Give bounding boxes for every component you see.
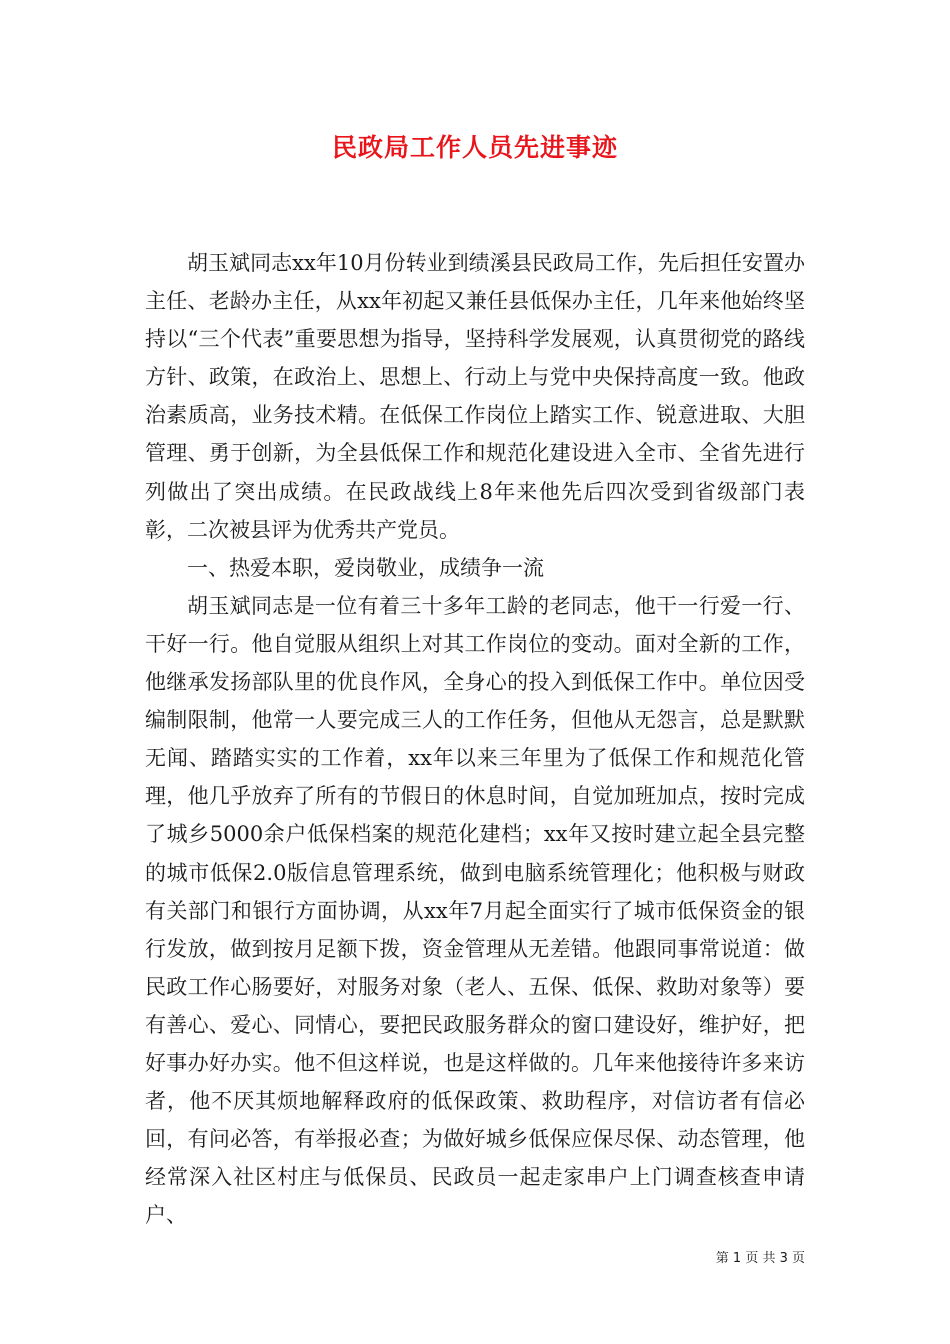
document-body: [145, 244, 805, 1234]
intro-paragraph: 胡玉斌同志xx年10月份转业到绩溪县民政局工作，先后担任安置办主任、老龄办主任，从xx年初起又兼任县低保办主任，几年来他始终坚持以“三个代表”重要思想为指导，坚持科学发展观，认真贯彻党的路线方针、政策，在政治上、思想上、行动上与党中央保持高度一致。他政治素质高，业务技术精。在低保工作岗位上踏实工作、锐意进取、大胆管理、勇于创新，为全县低保工作和规范化建设进入全市、全省先进行列做出了突出成绩。在民政战线上8年来他先后四次受到省级部门表彰，二次被县评为优秀共产党员。: [145, 251, 805, 542]
section-heading: 一、热爱本职，爱岗敬业，成绩争一流: [187, 555, 544, 580]
page-number: 第 1 页 共 3 页: [715, 1251, 805, 1266]
document-title: 民政局工作人员先进事迹: [331, 133, 618, 162]
section-paragraph: 胡玉斌同志是一位有着三十多年工龄的老同志，他干一行爱一行、干好一行。他自觉服从组织上对其工作岗位的变动。面对全新的工作，他继承发扬部队里的优良作风，全身心的投入到低保工作中。单位因受编制限制，他常一人要完成三人的工作任务，但他从无怨言，总是默默无闻、踏踏实实的工作着，xx年以来三年里为了低保工作和规范化管理，他几乎放弃了所有的节假日的休息时间，自觉加班加点，按时完成了城乡5000余户低保档案的规范化建档；xx年又按时建立起全县完整的城市低保2.0版信息管理系统，做到电脑系统管理化；他积极与财政有关部门和银行方面协调，从xx年7月起全面实行了城市低保资金的银行发放，做到按月足额下拨，资金管理从无差错。他跟同事常说道：做民政工作心肠要好，对服务对象（老人、五保、低保、救助对象等）要有善心、爱心、同情心，要把民政服务群众的窗口建设好，维护好，把好事办好办实。他不但这样说，也是这样做的。几年来他接待许多来访者，他不厌其烦地解释政府的低保政策、救助程序，对信访者有信必回，有问必答，有举报必查；为做好城乡低保应保尽保、动态管理，他经常深入社区村庄与低保员、民政员一起走家串户上门调查核查申请户、: [145, 593, 805, 1228]
